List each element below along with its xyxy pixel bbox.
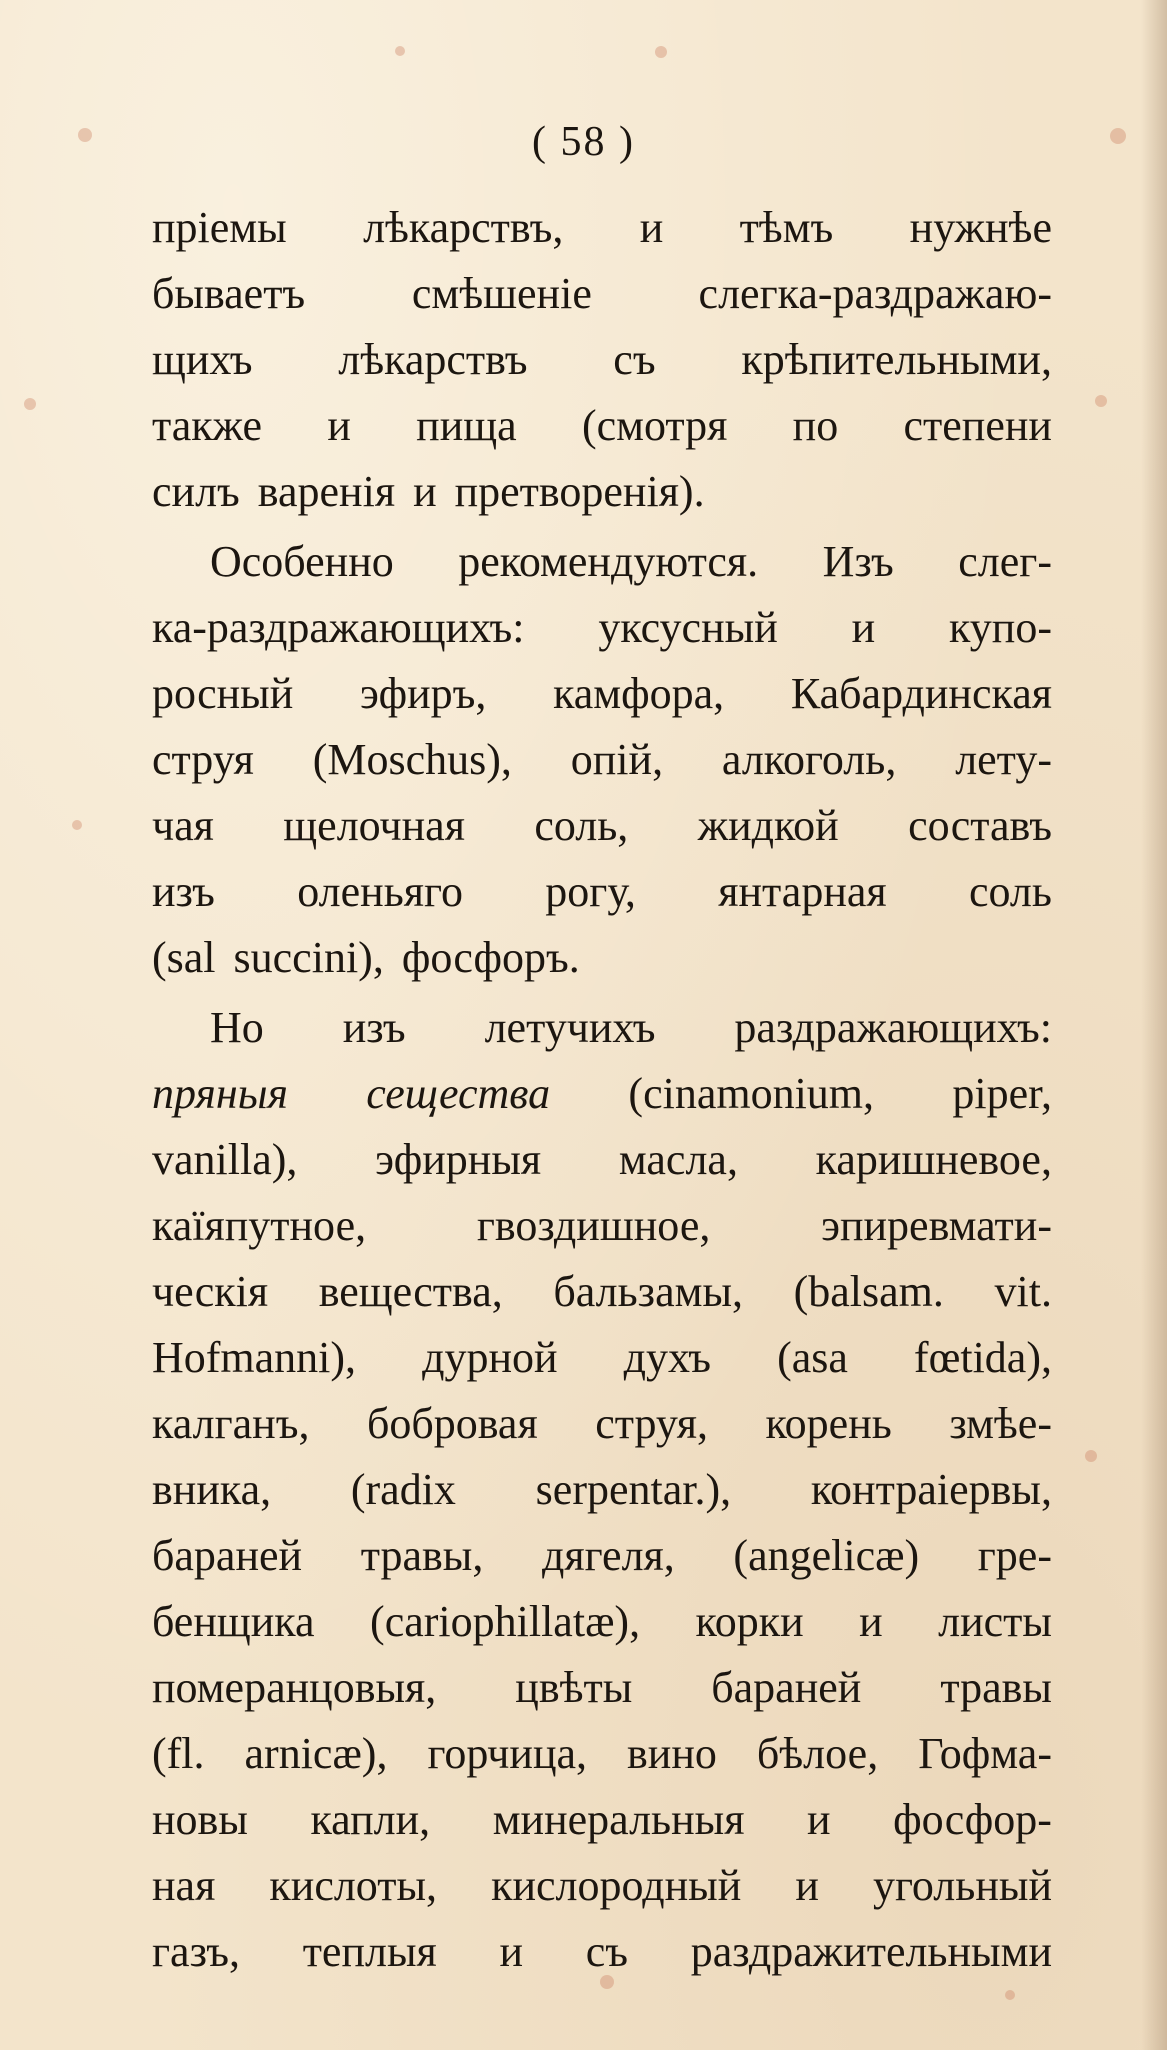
word: бараней — [152, 1531, 303, 1580]
text-line — [152, 1061, 1052, 1127]
word: и — [795, 1861, 819, 1910]
word: ческія — [152, 1267, 269, 1316]
text-line — [152, 1721, 1052, 1787]
word: ная — [152, 1861, 216, 1910]
word: горчица, — [427, 1729, 588, 1778]
word: succini), — [233, 933, 384, 982]
text-line — [152, 1325, 1052, 1391]
text-line — [152, 1193, 1052, 1259]
word: и — [859, 1597, 883, 1646]
word: рогу, — [545, 867, 636, 916]
word: корки — [695, 1597, 804, 1646]
word: янтарная — [718, 867, 887, 916]
word: и — [639, 203, 664, 252]
word: бываетъ — [152, 269, 306, 318]
word: изъ — [152, 867, 215, 916]
word: силъ — [152, 467, 240, 516]
word: fœtida), — [913, 1333, 1052, 1382]
word: степени — [903, 401, 1052, 450]
word: щихъ — [152, 335, 253, 384]
word: и — [851, 603, 876, 652]
word: Но — [210, 1003, 264, 1052]
word: и — [327, 401, 351, 450]
word: новы — [152, 1795, 248, 1844]
word: струя, — [595, 1399, 709, 1448]
word: каришневое, — [815, 1135, 1052, 1184]
word: струя — [152, 735, 254, 784]
word: эфирныя — [375, 1135, 542, 1184]
word: минеральныя — [492, 1795, 745, 1844]
text-line — [152, 1523, 1052, 1589]
word: камфора, — [553, 669, 725, 718]
word: (balsam. — [793, 1267, 944, 1316]
word: чая — [152, 801, 214, 850]
text-line — [152, 1391, 1052, 1457]
word: вника, — [152, 1465, 272, 1514]
word: фосфор- — [893, 1795, 1052, 1844]
word: нужнѣе — [909, 203, 1052, 252]
word: фосфоръ. — [401, 933, 580, 982]
word: соль — [968, 867, 1052, 916]
text-line — [152, 459, 1052, 525]
word: уксусный — [598, 603, 778, 652]
word: пища — [416, 401, 517, 450]
word: (смотря — [581, 401, 728, 450]
word: крѣпительными, — [741, 335, 1052, 384]
word: съ — [613, 335, 656, 384]
word: составъ — [908, 801, 1052, 850]
word: эпиревмати- — [821, 1201, 1052, 1250]
word: Особенно — [210, 537, 394, 586]
word: и — [413, 467, 437, 516]
word: змѣе- — [949, 1399, 1052, 1448]
text-line — [152, 859, 1052, 925]
word: тѣмъ — [739, 203, 834, 252]
foxing-spot — [395, 46, 405, 56]
word: бараней — [711, 1663, 862, 1712]
word: раздражающихъ: — [734, 1003, 1052, 1052]
word: померанцовыя, — [152, 1663, 437, 1712]
text-line — [152, 1787, 1052, 1853]
word: газъ, — [152, 1927, 240, 1976]
word: изъ — [342, 1003, 406, 1052]
word: смѣшеніе — [411, 269, 592, 318]
word: и — [499, 1927, 524, 1976]
word: бенщика — [152, 1597, 315, 1646]
word: Кабардинская — [790, 669, 1052, 718]
word: слег- — [958, 537, 1052, 586]
text-line — [152, 529, 1052, 595]
word: купо- — [949, 603, 1052, 652]
word: ка-раздражающихъ: — [152, 603, 525, 652]
word: соль, — [534, 801, 629, 850]
word: щелочная — [283, 801, 465, 850]
word: лѣкарствъ — [338, 335, 528, 384]
word: претворенія). — [454, 467, 705, 516]
word: пряныя — [152, 1069, 288, 1118]
foxing-spot — [1005, 1990, 1015, 2000]
word: vit. — [994, 1267, 1052, 1316]
word: пріемы — [152, 203, 287, 252]
word: (asa — [777, 1333, 848, 1382]
word: контраіервы, — [810, 1465, 1052, 1514]
word: рекомендуются. — [458, 537, 759, 586]
word: цвѣты — [515, 1663, 633, 1712]
word: piper, — [952, 1069, 1052, 1118]
word: (angelicæ) — [733, 1531, 920, 1580]
word: (cinamonium, — [628, 1069, 875, 1118]
word: и — [807, 1795, 831, 1844]
word: гре- — [977, 1531, 1052, 1580]
foxing-spot — [1095, 395, 1107, 407]
text-line — [152, 727, 1052, 793]
text-line — [152, 1853, 1052, 1919]
word: теплыя — [302, 1927, 437, 1976]
word: варенія — [257, 467, 396, 516]
word: росный — [152, 669, 294, 718]
word: (fl. — [152, 1729, 205, 1778]
word: (sal — [152, 933, 216, 982]
page-edge-shadow — [1141, 0, 1167, 2050]
word: вещества, — [318, 1267, 503, 1316]
text-line — [152, 393, 1052, 459]
text-line — [152, 925, 1052, 991]
word: травы, — [360, 1531, 484, 1580]
word: вино — [627, 1729, 717, 1778]
word: калганъ, — [152, 1399, 310, 1448]
foxing-spot — [655, 46, 667, 58]
word: arnicæ), — [244, 1729, 388, 1778]
word: (Moschus), — [312, 735, 512, 784]
word: раздражительными — [690, 1927, 1052, 1976]
body-text — [152, 195, 1052, 1989]
text-line — [152, 1655, 1052, 1721]
word: кислоты, — [269, 1861, 438, 1910]
word: serpentar.), — [535, 1465, 732, 1514]
paragraph-gap — [152, 1985, 1052, 1989]
word: масла, — [618, 1135, 738, 1184]
word: духъ — [623, 1333, 712, 1382]
word: бѣлое, — [756, 1729, 879, 1778]
word: алкоголь, — [721, 735, 897, 784]
foxing-spot — [72, 820, 82, 830]
text-line — [152, 661, 1052, 727]
text-line — [152, 595, 1052, 661]
word: летучихъ — [484, 1003, 656, 1052]
word: травы — [940, 1663, 1052, 1712]
word: эфиръ, — [359, 669, 487, 718]
word: лѣкарствъ, — [363, 203, 564, 252]
word: лету- — [955, 735, 1052, 784]
word: листы — [938, 1597, 1052, 1646]
text-line — [152, 195, 1052, 261]
text-line — [152, 1127, 1052, 1193]
text-line — [152, 1589, 1052, 1655]
text-line — [152, 995, 1052, 1061]
word: гвоздишное, — [476, 1201, 711, 1250]
word: опій, — [570, 735, 664, 784]
page-number: ( 58 ) — [532, 119, 635, 165]
word: (cariophillatæ), — [370, 1597, 641, 1646]
word: Hofmanni), — [152, 1333, 357, 1382]
word: Изъ — [822, 537, 894, 586]
text-line — [152, 1457, 1052, 1523]
word: (radix — [350, 1465, 456, 1514]
word: каїяпутное, — [152, 1201, 367, 1250]
word: Гофма- — [918, 1729, 1052, 1778]
word: дурной — [422, 1333, 558, 1382]
word: оленьяго — [297, 867, 463, 916]
word: также — [152, 401, 263, 450]
word: бальзамы, — [553, 1267, 744, 1316]
word: угольный — [872, 1861, 1052, 1910]
text-line — [152, 793, 1052, 859]
text-line — [152, 327, 1052, 393]
word: корень — [765, 1399, 892, 1448]
foxing-spot — [24, 398, 36, 410]
word: слегка-раздражаю- — [698, 269, 1052, 318]
word: жидкой — [697, 801, 839, 850]
word: по — [792, 401, 839, 450]
text-line — [152, 1919, 1052, 1985]
word: кислородный — [491, 1861, 742, 1910]
text-line — [152, 261, 1052, 327]
word: бобровая — [366, 1399, 538, 1448]
word: дягеля, — [541, 1531, 675, 1580]
word: сещества — [366, 1069, 551, 1118]
word: vanilla), — [152, 1135, 298, 1184]
text-line — [152, 1259, 1052, 1325]
word: съ — [585, 1927, 629, 1976]
foxing-spot — [1085, 1450, 1097, 1462]
word: капли, — [310, 1795, 431, 1844]
